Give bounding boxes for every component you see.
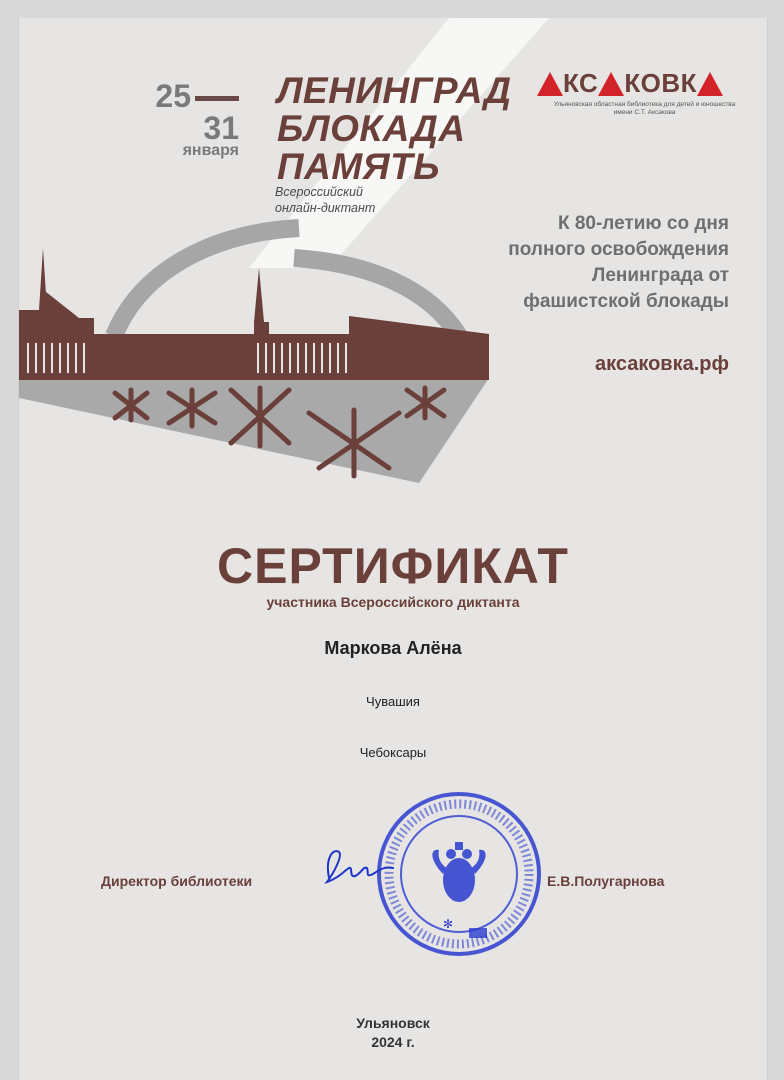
logo-subtitle-line-1: Ульяновская областная библиотека для детей и юношества (553, 101, 736, 108)
spire-left (39, 248, 47, 310)
headline-line-1: ЛЕНИНГРАД (277, 70, 512, 111)
triangle-icon (537, 72, 563, 96)
website-link[interactable]: аксаковка.рф (594, 353, 729, 375)
eagle-emblem-icon (432, 842, 485, 902)
event-headline (277, 72, 512, 186)
director-role: Директор библиотеки (101, 873, 253, 889)
logo-text-b: КОВК (624, 68, 698, 98)
participant-name: Маркова Алёна (324, 638, 462, 658)
event-subtitle (275, 184, 375, 216)
subtitle-line-2: онлайн-диктант (275, 201, 376, 215)
participant-city: Чебоксары (359, 745, 427, 760)
headline-line-3: ПАМЯТЬ (277, 146, 440, 187)
anniversary-line-2: полного освобождения (508, 239, 729, 260)
logo-text-a: КС (563, 68, 599, 98)
director-name: Е.В.Полугарнова (547, 873, 665, 889)
certificate-page (18, 18, 768, 1080)
snowflake-icon: ✻ (443, 917, 454, 931)
issue-year: 2024 г. (371, 1034, 415, 1050)
triangle-icon (697, 72, 723, 96)
certificate-subtitle: участника Всероссийского диктанта (266, 594, 520, 610)
anniversary-line-4: фашистской блокады (523, 291, 729, 312)
date-month: января (182, 142, 239, 159)
director-signature (319, 838, 399, 898)
event-dates (155, 80, 239, 158)
issue-place: Ульяновск (356, 1015, 430, 1031)
logo-subtitle (537, 101, 752, 117)
floor-shadow (19, 378, 489, 483)
triangle-icon (598, 72, 624, 96)
subtitle-line-1: Всероссийский (275, 185, 363, 199)
headline-line-2: БЛОКАДА (277, 108, 466, 149)
participant-region: Чувашия (366, 694, 420, 709)
certificate-title: СЕРТИФИКАТ (217, 538, 569, 594)
library-logo (537, 68, 752, 117)
logo-subtitle-line-2: имени С.Т. Аксакова (613, 109, 676, 116)
anniversary-line-3: Ленинграда от (592, 265, 729, 286)
logo-wordmark (537, 68, 752, 99)
date-end: 31 (203, 110, 239, 146)
anniversary-text (429, 211, 729, 315)
date-dash (195, 96, 239, 101)
date-start: 25 (155, 78, 191, 114)
anniversary-line-1: К 80-летию со дня (557, 213, 729, 234)
issue-footer (19, 1014, 767, 1052)
